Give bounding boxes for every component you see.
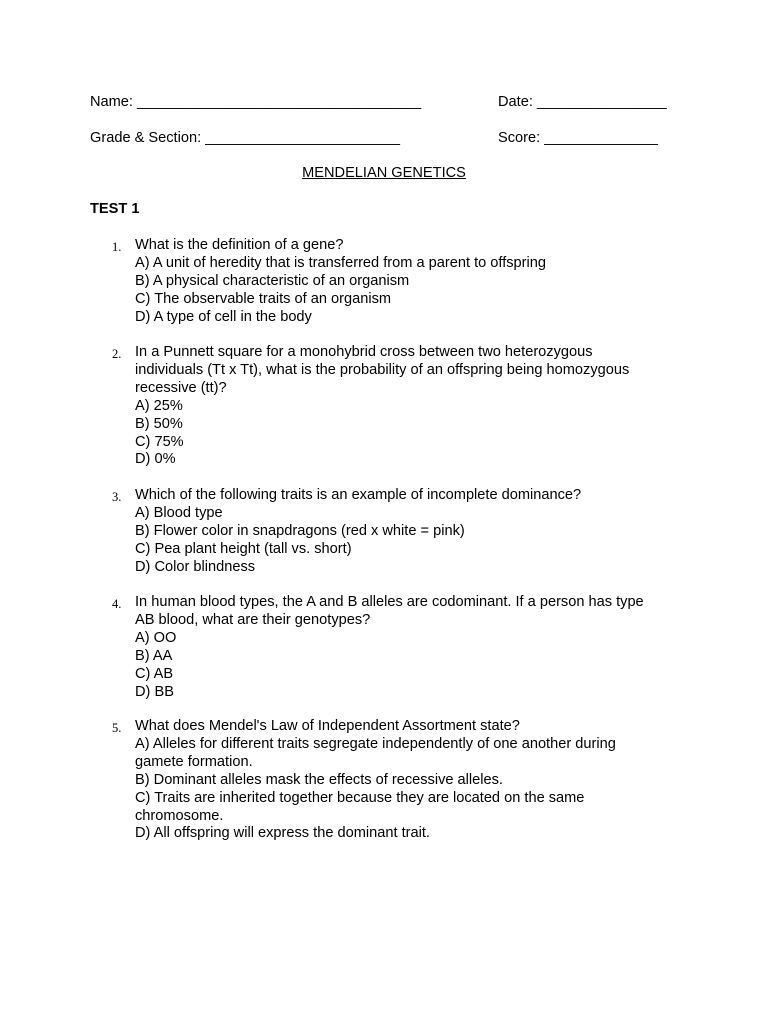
question-line: B) A physical characteristic of an organism: [135, 272, 410, 289]
question-number: 1.: [112, 240, 122, 254]
question-body: [135, 487, 670, 577]
question-line: B) AA: [135, 647, 173, 664]
question-line: B) 50%: [135, 415, 183, 432]
question-text: In human blood types, the A and B alleles are codominant. If a person has type: [135, 594, 644, 610]
document-title: MENDELIAN GENETICS: [302, 165, 466, 181]
question-line: C) AB: [135, 665, 174, 682]
question-line: A) A unit of heredity that is transferred from a parent to offspring: [135, 254, 547, 271]
question-line: C) Traits are inherited together because they are located on the same: [135, 789, 585, 806]
question-2: [110, 344, 670, 469]
question-1: [110, 237, 670, 327]
question-text: What is the definition of a gene?: [135, 237, 344, 253]
grade-section-field[interactable]: Grade & Section: ________________________: [90, 130, 400, 146]
question-text: What does Mendel's Law of Independent Assortment state?: [135, 718, 520, 734]
question-line: D) Color blindness: [135, 558, 256, 575]
question-line: AB blood, what are their genotypes?: [135, 611, 371, 628]
question-body: [135, 344, 670, 469]
question-line: D) BB: [135, 683, 174, 700]
question-body: [135, 594, 670, 701]
question-line: A) 25%: [135, 397, 183, 414]
question-line: C) 75%: [135, 433, 184, 450]
question-line: C) Pea plant height (tall vs. short): [135, 540, 352, 557]
question-line: A) Blood type: [135, 504, 223, 521]
date-field[interactable]: Date: ________________: [498, 94, 667, 110]
question-line: recessive (tt)?: [135, 379, 227, 396]
question-line: gamete formation.: [135, 753, 253, 770]
question-line: D) 0%: [135, 451, 176, 468]
question-line: B) Flower color in snapdragons (red x white = pink): [135, 522, 465, 539]
question-number: 2.: [112, 347, 122, 361]
question-line: A) OO: [135, 629, 177, 646]
question-line: D) A type of cell in the body: [135, 308, 312, 325]
score-field[interactable]: Score: ______________: [498, 130, 658, 146]
question-number: 3.: [112, 490, 122, 504]
question-number: 4.: [112, 597, 122, 611]
name-field[interactable]: Name: ___________________________________: [90, 94, 422, 110]
question-line: C) The observable traits of an organism: [135, 290, 392, 307]
question-line: A) Alleles for different traits segregate independently of one another during: [135, 735, 616, 752]
question-3: [110, 487, 670, 577]
question-text: In a Punnett square for a monohybrid cross between two heterozygous: [135, 344, 593, 360]
question-line: D) All offspring will express the dominant trait.: [135, 825, 430, 842]
test-heading: TEST 1: [90, 201, 140, 217]
question-5: [110, 718, 670, 843]
question-4: [110, 594, 670, 701]
question-body: [135, 237, 670, 327]
question-text: Which of the following traits is an example of incomplete dominance?: [135, 487, 582, 503]
question-line: chromosome.: [135, 807, 224, 824]
question-number: 5.: [112, 721, 122, 735]
question-line: individuals (Tt x Tt), what is the probability of an offspring being homozygous: [135, 361, 630, 378]
question-line: B) Dominant alleles mask the effects of recessive alleles.: [135, 771, 503, 788]
question-body: [135, 718, 670, 843]
